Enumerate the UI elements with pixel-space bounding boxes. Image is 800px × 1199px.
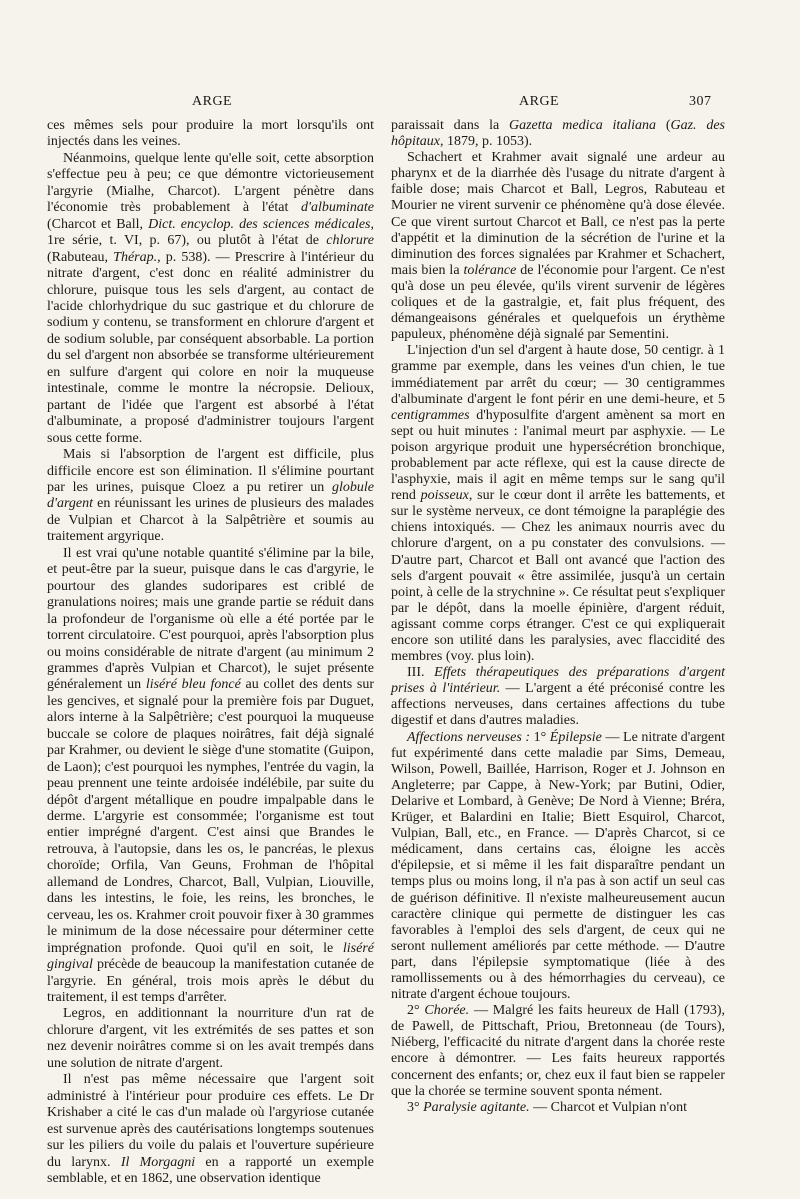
right-column (391, 118, 725, 1116)
paragraph: Mais si l'absorption de l'argent est difficile, plus difficile encore est son élimination. Il s'élimine pourtant par les urines, puisque Cloez a pu retirer un globule d'argent en réunissant les urines de plusieurs des malades de Vulpian et Charcot à la Salpêtrière et soumis au traitement argyrique. (47, 447, 374, 545)
left-column (47, 118, 374, 1187)
header-center-title: ARGE (519, 94, 560, 109)
running-header (0, 94, 800, 114)
paragraph: Affections nerveuses : 1° Épilepsie — Le nitrate d'argent fut expérimenté dans cette maladie par Sims, Demeau, Wilson, Powell, Baillée, Harrison, Roger et J. Johnson en Angleterre; par Cappe, à New-York; par Butini, Odier, Delarive et Lombard, à Genève; De Nord à Vienne; Bréra, Krüger, et Balardini en Italie; Biett Esquirol, Charcot, Vulpian, Ball, etc., en France. — D'après Charcot, si ce médicament, dans certains cas, éloigne les accès d'épilepsie, et si même il les fait disparaître pendant un temps plus ou moins long, il n'a pas à son actif un seul cas de guérison définitive. Il n'existe malheureusement aucun caractère clinique qui permette de distinguer les cas favorables à l'emploi des sels d'argent, de ceux qui ne seront nullement améliorés par cette méthode. — D'autre part, dans l'épilepsie symptomatique (liée à des ramollissements ou à des hémorrhagies du cerveau), ce nitrate d'argent échoue toujours. (391, 729, 725, 1003)
paragraph: Il est vrai qu'une notable quantité s'élimine par la bile, et peut-être par la sueur, puisque dans le cas d'argyrie, le pourtour des glandes sudoripares est criblé de granulations noires; mais une grande partie se réduit dans la profondeur de l'organisme où elle a été portée par le torrent circulatoire. C'est pourquoi, après l'absorption plus ou moins considérable de nitrate d'argent (au minimum 2 grammes d'après Vulpian et Charcot), le sujet présente généralement un liséré bleu foncé au collet des dents sur les gencives, et signalé pour la première fois par Duguet, alors interne à la Salpêtrière; c'est pourquoi la muqueuse buccale se colore de plaques noirâtres, fait déjà signalé par Krahmer, ou devient le siège d'une stomatite (Guipon, de Laon); c'est pourquoi les nymphes, l'entrée du vagin, la peau prennent une teinte ardoisée indélébile, par suite du dépôt d'argent métallique en poudre impalpable dans le derme. L'argyrie est consommée; l'organisme est tout entier imprégné d'argent. C'est ainsi que Brandes le retrouva, à l'autopsie, dans les os, le pancréas, le plexus choroïde; Orfila, Van Geuns, Frohman de l'hôpital allemand de Londres, Charcot, Ball, Vulpian, Liouville, dans les intestins, le foie, les reins, les bronches, le cerveau, les os. Krahmer croit pouvoir fixer à 30 grammes le minimum de la dose nécessaire pour déterminer cette imprégnation profonde. Quoi qu'il en soit, le liséré gingival précède de beaucoup la manifestation cutanée de l'argyrie. En général, trois mois après le début du traitement, il est temps d'arrêter. (47, 545, 374, 1006)
paragraph: Néanmoins, quelque lente qu'elle soit, cette absorption s'effectue peu à peu; ce que démontre victorieusement l'argyrie (Mialhe, Charcot). L'argent pénètre dans l'économie très probablement à l'état d'albuminate (Charcot et Ball, Dict. encyclop. des sciences médicales, 1re série, t. VI, p. 67), ou plutôt à l'état de chlorure (Rabuteau, Thérap., p. 538). — Prescrire à l'intérieur du nitrate d'argent, c'est donc en réalité administrer du chlorure, puisque tous les sels d'argent, au contact de l'acide chlorhydrique du suc gastrique et du chlorure de sodium y contenu, se transforment en chlorure d'argent et de sodium soluble, par conséquent absorbable. La portion du sel d'argent non absorbée se transforme ultérieurement en sulfure d'argent qui colore en noir la muqueuse intestinale, comme le montre la nécropsie. Delioux, partant de l'idée que l'argent est absorbé à l'état d'albuminate, a proposé d'administrer toujours l'argent sous cette forme. (47, 150, 375, 446)
paragraph: Legros, en additionnant la nourriture d'un rat de chlorure d'argent, vit les extrémités de ses pattes et son nez devenir noirâtres comme si on les avait trempés dans une solution de nitrate d'argent. (47, 1006, 374, 1071)
paragraph: Il n'est pas même nécessaire que l'argent soit administré à l'intérieur pour produire ces effets. Le Dr Krishaber a cité le cas d'un malade où l'argyriose cutanée est survenue après des cautérisations longtemps soutenues sur les piliers du voile du palais et l'ouverture supérieure du larynx. Il Morgagni en a rapporté un exemple semblable, et en 1862, une observation identique (47, 1072, 374, 1186)
paragraph: paraissait dans la Gazetta medica italiana (Gaz. des hôpitaux, 1879, p. 1053). (391, 118, 725, 150)
header-left-title: ARGE (192, 94, 233, 109)
paragraph: Schachert et Krahmer avait signalé une ardeur au pharynx et de la diarrhée dès l'usage du nitrate d'argent à faible dose; mais Charcot et Ball, Legros, Rabuteau et Mourier ne virent survenir ce phénomène qu'à dose élevée. Ce que virent surtout Charcot et Ball, ce n'est pas la perte d'appétit et la diminution de la sécrétion de l'urine et la diminution des forces signalées par Krahmer et Schachert, mais bien la tolérance de l'économie pour l'argent. Ce n'est qu'à dose un peu élevée, qu'ils virent survenir de légères coliques et de la gastralgie, et, fait plus fréquent, des démangeaisons générales et quelquefois un érythème papuleux, phénomène déjà signalé par Sementini. (391, 150, 725, 343)
page-number: 307 (689, 94, 712, 109)
paragraph: L'injection d'un sel d'argent à haute dose, 50 centigr. à 1 gramme par exemple, dans les veines d'un chien, le tue immédiatement par arrêt du cœur; — 30 centigrammes d'albuminate d'argent le font périr en une demi-heure, et 5 centigrammes d'hyposulfite d'argent amènent sa mort en sept ou huit minutes : l'animal meurt par asphyxie. — Le poison argyrique produit une hypersécrétion bronchique, probablement par acte réflexe, qui est la cause directe de l'asphyxie, mais il agit en même temps sur le sang qu'il rend poisseux, sur le cœur dont il arrête les battements, et sur le système nerveux, ce dont témoigne la paraplégie des chiens intoxiqués. — Chez les animaux nourris avec du chlorure d'argent, on a pu constater des convulsions. — D'autre part, Charcot et Ball ont avancé que l'action des sels d'argent pouvait « être assimilée, jusqu'à un certain point, à celle de la strychnine ». Ce résultat peut s'expliquer par le dépôt, dans la moelle épinière, d'argent réduit, agissant comme corps étranger. C'est ce qui expliquerait encore son utilité dans les paralysies, avec flaccidité des membres (voy. plus loin). (391, 343, 725, 665)
paragraph: ces mêmes sels pour produire la mort lorsqu'ils ont injectés dans les veines. (47, 118, 374, 150)
section-heading-paragraph: III. Effets thérapeutiques des préparations d'argent prises à l'intérieur. — L'argent a été préconisé contre les affections nerveuses, dans certaines affections du tube digestif et dans d'autres maladies. (391, 665, 725, 729)
paragraph: 3° Paralysie agitante. — Charcot et Vulpian n'ont (407, 1099, 687, 1115)
paragraph: 2° Chorée. — Malgré les faits heureux de Hall (1793), de Pawell, de Pittschaft, Priou, Bretonneau (de Tours), Niéberg, l'efficacité du nitrate d'argent dans la chorée reste encore à démontrer. — Les faits heureux rapportés concernent des enfants; or, chez eux il faut bien se rappeler que la chorée se termine souvent sponta nément. (391, 1003, 725, 1099)
